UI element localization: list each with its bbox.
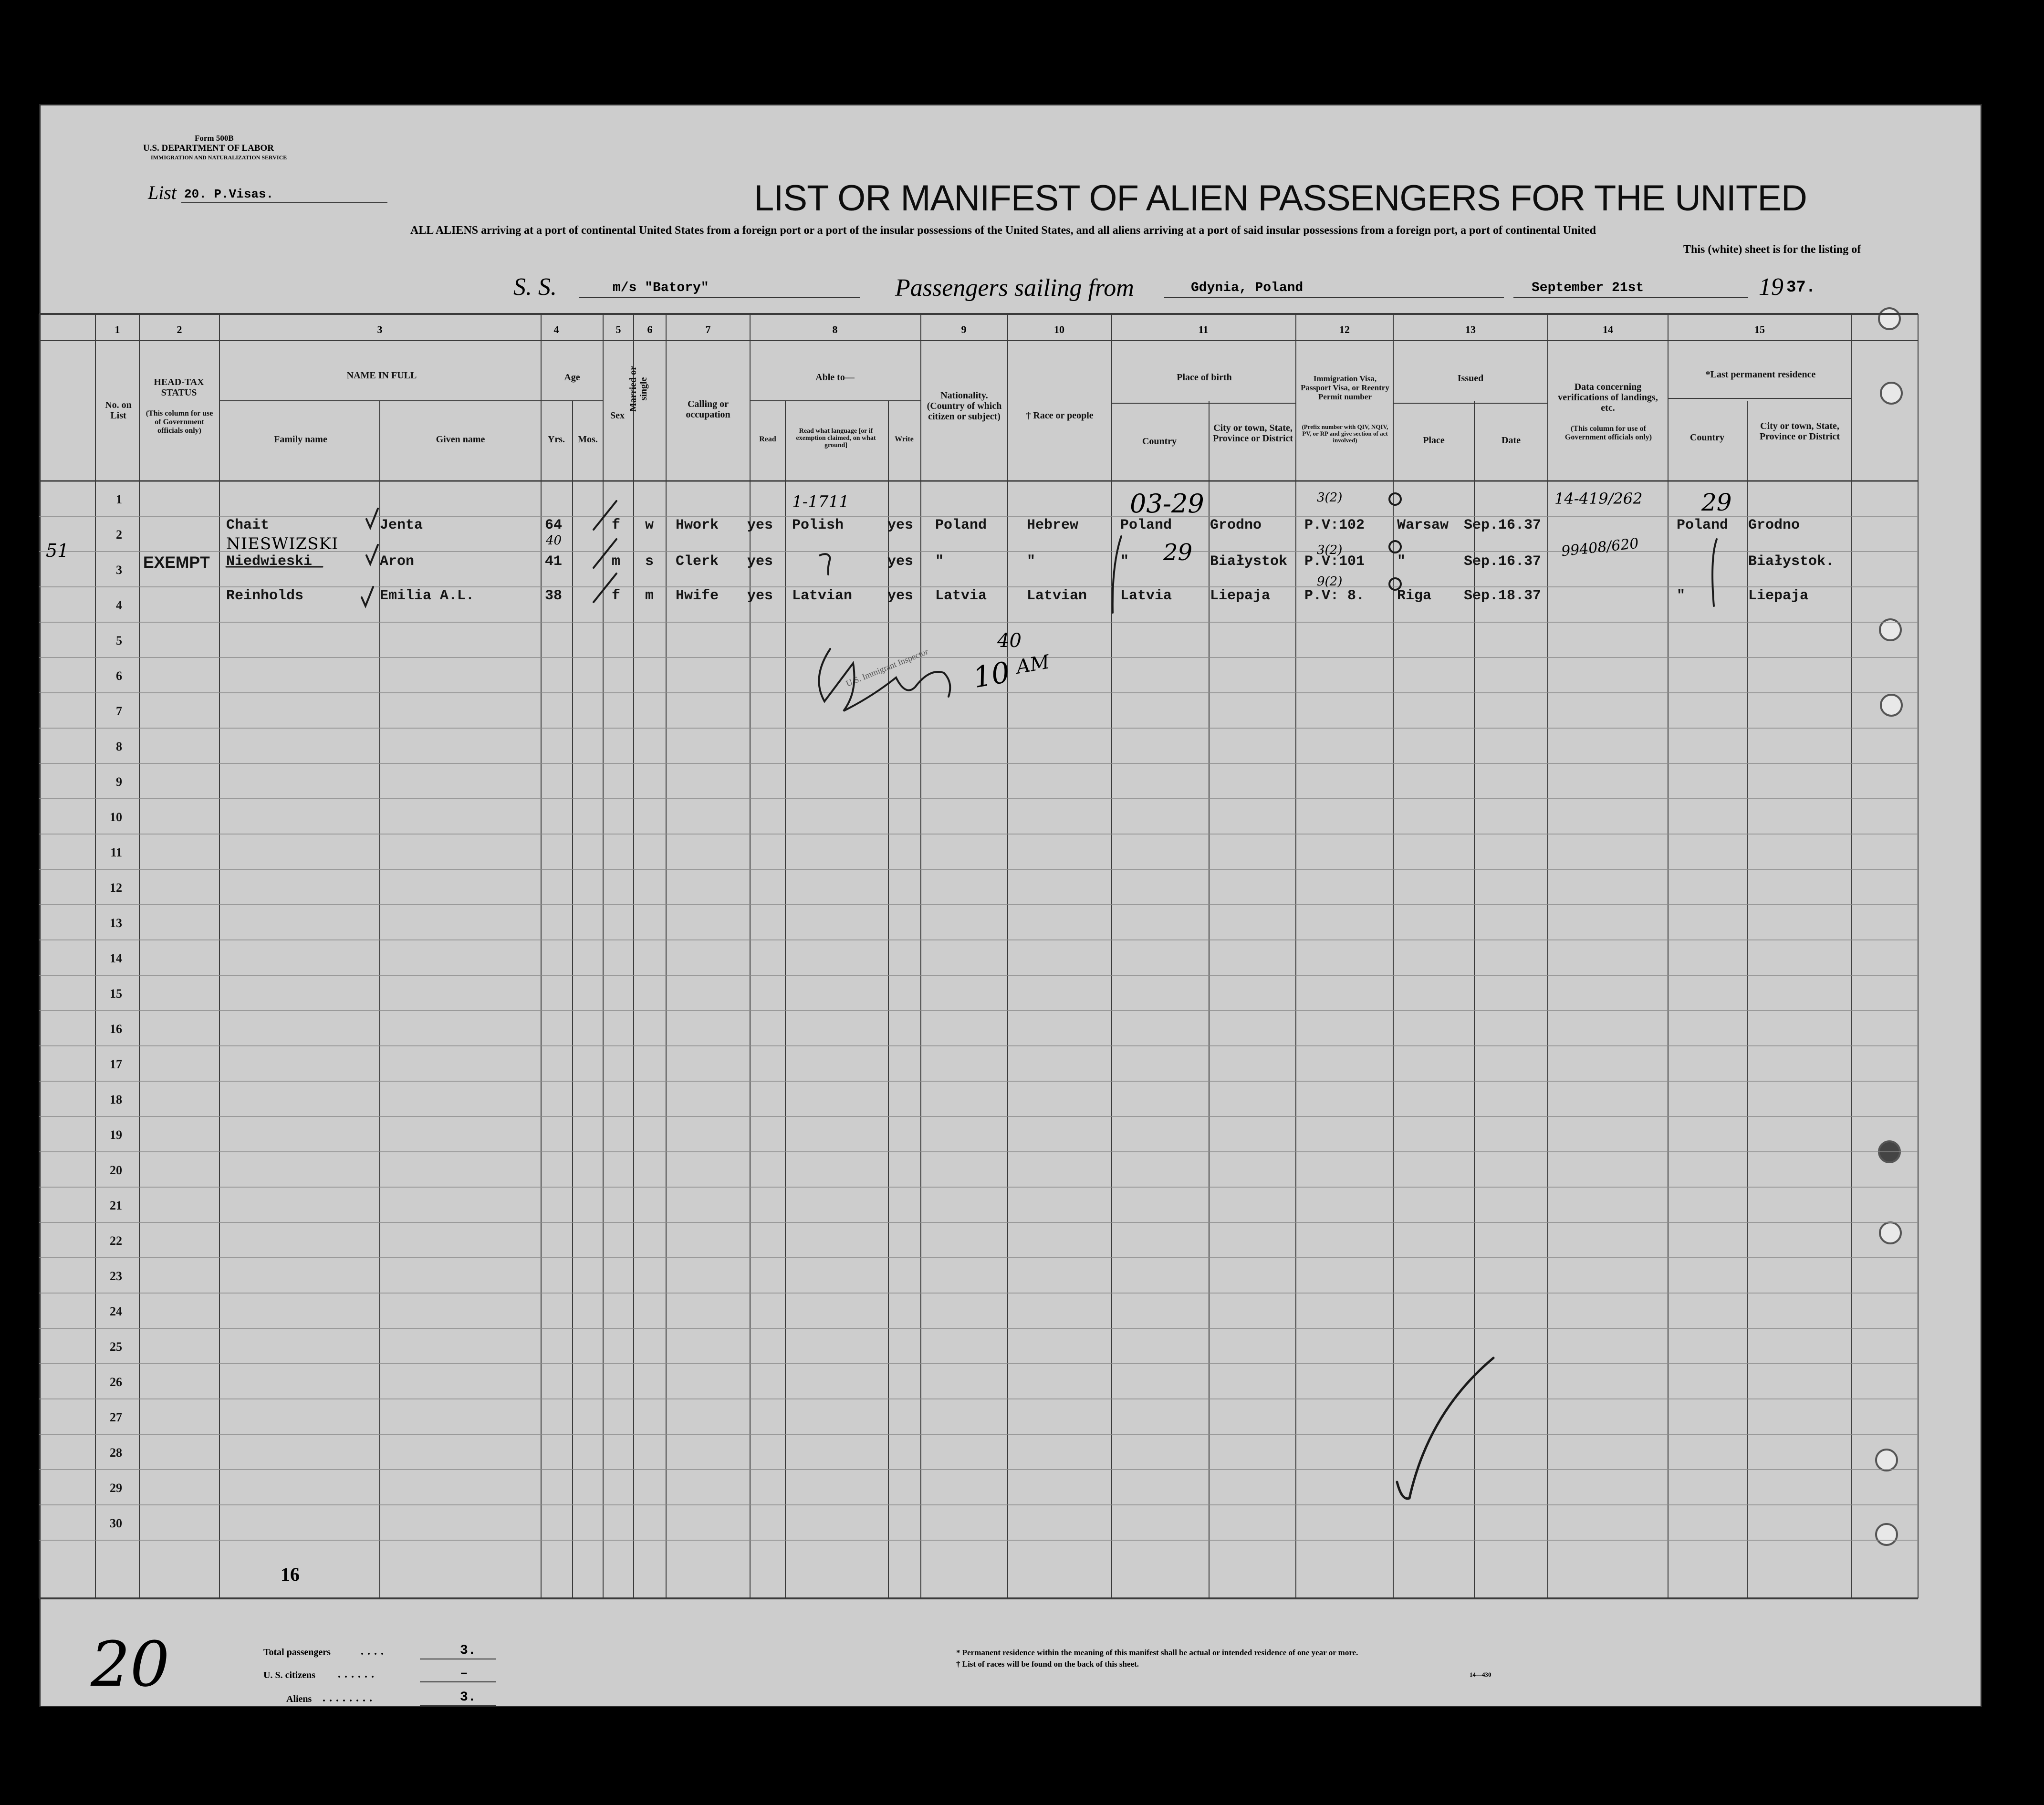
manifest-title: LIST OR MANIFEST OF ALIEN PASSENGERS FOR THE UNITED — [754, 178, 1807, 219]
language-cell: Polish — [792, 517, 844, 533]
sex-cell: f — [612, 517, 621, 533]
ship-name: m/s "Batory" — [613, 281, 709, 295]
write-cell: yes — [887, 553, 914, 570]
row-number: 3 — [116, 563, 122, 577]
issued-place-cell: Riga — [1397, 588, 1432, 604]
header-able-to: Able to— — [815, 372, 855, 383]
nationality-cell: " — [935, 553, 944, 570]
row-number: 18 — [110, 1093, 122, 1106]
occupation-cell: Clerk — [676, 553, 719, 570]
header-res-country: Country — [1689, 432, 1725, 443]
head-tax-cell: EXEMPT — [143, 553, 210, 572]
race-cell: " — [1027, 553, 1036, 570]
issued-place-cell: Warsaw — [1397, 517, 1449, 533]
department-label: U.S. DEPARTMENT OF LABOR — [143, 143, 274, 153]
header-sex: Sex — [610, 410, 625, 421]
big-number: 20 — [91, 1628, 170, 1701]
row-number: 30 — [110, 1516, 122, 1530]
write-cell: yes — [887, 517, 914, 533]
landing-note-1: 14-419/262 — [1554, 490, 1643, 508]
visa-note-2: 3(2) — [1317, 543, 1343, 557]
row-number: 5 — [116, 634, 122, 647]
inspector-stamp: U.S. Immigrant Inspector — [845, 647, 930, 689]
row-number: 15 — [110, 987, 122, 1001]
list-label: List — [148, 182, 177, 203]
header-last-residence: *Last permanent residence — [1705, 369, 1816, 380]
column-number: 12 — [1339, 323, 1350, 335]
aliens-underline — [420, 1705, 496, 1706]
row-number: 22 — [110, 1234, 122, 1248]
age-cell: 38 — [545, 588, 563, 604]
form-number: Form 500B — [195, 134, 234, 143]
us-citizens-label: U. S. citizens — [263, 1670, 315, 1680]
header-given-name: Given name — [436, 434, 485, 445]
issued-date-cell: Sep.16.37 — [1464, 553, 1542, 570]
header-birth-country: Country — [1142, 436, 1177, 447]
row-number: 26 — [110, 1375, 122, 1389]
visa-note-1: 3(2) — [1317, 490, 1343, 505]
birth-country-cell: Poland — [1120, 517, 1172, 533]
header-age: Age — [564, 372, 580, 383]
manifest-subtitle-2: This (white) sheet is for the listing of — [1683, 243, 1861, 256]
header-calling: Calling or occupation — [686, 399, 730, 420]
sailing-date: September 21st — [1532, 281, 1644, 295]
header-head-tax: HEAD-TAX STATUS — [154, 377, 204, 398]
port-name: Gdynia, Poland — [1191, 281, 1304, 295]
column-number: 4 — [553, 323, 559, 335]
column-number: 6 — [647, 323, 653, 335]
aliens-dots: ........ — [323, 1692, 376, 1704]
column-number: 1 — [115, 323, 120, 335]
issued-date-cell: Sep.16.37 — [1464, 517, 1542, 533]
given-name-cell: Aron — [380, 553, 415, 570]
header-married: Married or single — [628, 365, 649, 412]
row-number: 19 — [110, 1128, 122, 1142]
service-label: IMMIGRATION AND NATURALIZATION SERVICE — [151, 154, 287, 161]
row-number: 11 — [110, 845, 122, 859]
footnote-dagger: † List of races will be found on the back of this sheet. — [956, 1659, 1139, 1669]
row-number: 17 — [110, 1057, 122, 1071]
column-number: 13 — [1465, 323, 1476, 335]
given-name-cell: Jenta — [380, 517, 423, 533]
occupation-cell: Hwork — [676, 517, 719, 533]
header-issued: Issued — [1457, 373, 1484, 384]
ss-label: S. S. — [513, 273, 557, 301]
age-cell: 64 — [545, 517, 563, 533]
header-write: Write — [895, 435, 914, 443]
issued-date-cell: Sep.18.37 — [1464, 588, 1542, 604]
row-number: 25 — [110, 1340, 122, 1354]
column-number: 9 — [961, 323, 967, 335]
row-number: 2 — [116, 528, 122, 542]
column-number: 10 — [1054, 323, 1064, 335]
marital-status-cell: s — [645, 553, 654, 570]
margin-note: 51 — [46, 540, 69, 561]
aliens-label: Aliens — [286, 1694, 312, 1704]
header-place-of-birth: Place of birth — [1177, 372, 1232, 383]
residence-city-cell: Liepaja — [1748, 588, 1809, 604]
family-name-cell: Niedwieski — [226, 553, 313, 570]
marital-status-cell: w — [645, 517, 654, 533]
row-number: 23 — [110, 1269, 122, 1283]
family-name-cell: Chait — [226, 517, 270, 533]
read-cell: yes — [747, 553, 773, 570]
header-no-on-list: No. on List — [105, 400, 132, 421]
birth-city-cell: Grodno — [1210, 517, 1262, 533]
residence-country-cell: Poland — [1677, 517, 1729, 533]
occupation-cell: Hwife — [676, 588, 719, 604]
time-note-ampm: AM — [1014, 651, 1052, 678]
citizens-underline — [420, 1681, 496, 1682]
row-number: 20 — [110, 1163, 122, 1177]
header-issued-place: Place — [1423, 435, 1445, 446]
family-name-cell: Reinholds — [226, 588, 304, 604]
row-number: 29 — [110, 1481, 122, 1495]
header-family-name: Family name — [274, 434, 327, 445]
header-issued-date: Date — [1502, 435, 1521, 446]
row-number: 7 — [116, 704, 122, 718]
row-number: 24 — [110, 1304, 122, 1318]
birth-city-cell: Białystok — [1210, 553, 1288, 570]
row-number: 10 — [110, 810, 122, 824]
row-number: 9 — [116, 775, 122, 789]
total-passengers-dots: .... — [361, 1645, 387, 1658]
total-passengers-value: 3. — [460, 1643, 476, 1658]
visa-number-cell: P.V:101 — [1304, 553, 1365, 570]
year-suffix: 37. — [1786, 279, 1816, 297]
marital-status-cell: m — [645, 588, 654, 604]
header-landing-data: Data concerning verifications of landings, etc. — [1558, 382, 1658, 413]
nationality-cell: Latvia — [935, 588, 987, 604]
residence-city-cell: Grodno — [1748, 517, 1800, 533]
birth-country-cell: " — [1120, 553, 1129, 570]
header-landing-note: (This column for use of Government officials only) — [1564, 425, 1652, 441]
column-number: 8 — [832, 323, 838, 335]
read-note: 1-1711 — [792, 492, 849, 511]
form-code: 14—430 — [1470, 1671, 1491, 1678]
row-number: 12 — [110, 881, 122, 895]
race-cell: Hebrew — [1027, 517, 1079, 533]
read-cell: yes — [747, 517, 773, 533]
residence-country-cell: " — [1677, 588, 1686, 604]
write-cell: yes — [887, 588, 914, 604]
column-number: 5 — [615, 323, 621, 335]
issued-place-cell: " — [1397, 553, 1406, 570]
row-number: 27 — [110, 1410, 122, 1424]
row-number: 1 — [116, 492, 122, 506]
nationality-cell: Poland — [935, 517, 987, 533]
us-citizens-dots: ...... — [338, 1668, 378, 1680]
row-number: 28 — [110, 1446, 122, 1460]
language-cell: Latvian — [792, 588, 853, 604]
birth-country-note-2: 29 — [1163, 539, 1193, 566]
header-nationality: Nationality. (Country of which citizen or subject) — [927, 390, 1002, 422]
manifest-subtitle-1: ALL ALIENS arriving at a port of continental United States from a foreign port or a port of the insular possessions of the United States, and all aliens arriving at a port of said insular possessions from a foreign port, a port of continental United — [410, 224, 1596, 237]
header-res-city: City or town, State, Province or District — [1759, 421, 1840, 442]
header-mos: Mos. — [578, 434, 598, 445]
visa-number-cell: P.V:102 — [1304, 517, 1365, 533]
footnote-star: * Permanent residence within the meaning of this manifest shall be actual or intended residence of one year or more. — [956, 1648, 1358, 1657]
birth-city-cell: Liepaja — [1210, 588, 1271, 604]
read-cell: yes — [747, 588, 773, 604]
header-race: † Race or people — [1026, 410, 1094, 421]
us-citizens-value: – — [460, 1666, 468, 1681]
race-cell: Latvian — [1027, 588, 1087, 604]
sex-cell: f — [612, 588, 621, 604]
column-number: 15 — [1754, 323, 1765, 335]
time-note-sup: 40 — [997, 630, 1022, 652]
header-visa: Immigration Visa, Passport Visa, or Reentry Permit number — [1301, 374, 1389, 401]
row-number: 4 — [116, 598, 122, 612]
given-name-cell: Emilia A.L. — [380, 588, 475, 604]
row-number: 21 — [110, 1199, 122, 1212]
column-number: 11 — [1198, 323, 1209, 335]
header-visa-note: (Prefix number with QIV, NQIV, PV, or RP and give section of act involved) — [1302, 423, 1388, 444]
aliens-value: 3. — [460, 1690, 476, 1705]
total-passengers-label: Total passengers — [263, 1647, 331, 1658]
column-number: 3 — [377, 323, 383, 335]
header-birth-city: City or town, State, Province or District — [1212, 423, 1293, 444]
column-number: 14 — [1603, 323, 1613, 335]
header-name-in-full: NAME IN FULL — [346, 370, 417, 381]
row-number: 16 — [110, 1022, 122, 1036]
header-head-tax-note: (This column for use of Government officials only) — [146, 409, 213, 435]
age-cell: 41 — [545, 553, 563, 570]
landing-note-2: 99408/620 — [1560, 535, 1640, 560]
visa-number-cell: P.V: 8. — [1304, 588, 1365, 604]
time-note: 10 — [970, 655, 1012, 695]
sex-cell: m — [612, 553, 621, 570]
header-read-language: Read what language [or if exemption claimed, on what ground] — [796, 428, 876, 449]
residence-city-cell: Białystok. — [1748, 553, 1835, 570]
row-number: 13 — [110, 916, 122, 930]
landing-note-1b: 29 — [1701, 489, 1732, 516]
age-correction: 40 — [546, 533, 562, 548]
row-number: 8 — [116, 740, 122, 753]
birth-country-cell: Latvia — [1120, 588, 1172, 604]
column-number: 7 — [705, 323, 711, 335]
column-number: 2 — [177, 323, 182, 335]
bottom-number: 16 — [281, 1564, 300, 1585]
row-number: 14 — [110, 951, 122, 965]
birth-country-note: 03-29 — [1130, 489, 1204, 519]
family-name-correction: NIESWIZSKI — [226, 534, 339, 553]
header-yrs: Yrs. — [547, 434, 565, 445]
sailing-label: Passengers sailing from — [895, 274, 1134, 302]
list-value: 20. P.Visas. — [184, 187, 274, 201]
header-read: Read — [759, 435, 776, 443]
visa-note-3: 9(2) — [1317, 574, 1343, 589]
year-prefix: 19 — [1759, 273, 1783, 301]
row-number: 6 — [116, 669, 122, 683]
